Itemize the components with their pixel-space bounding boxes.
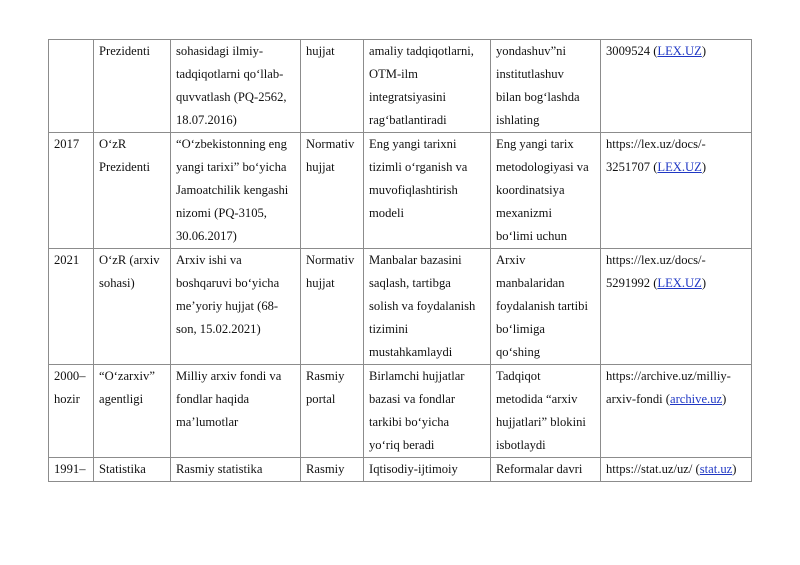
source-link[interactable]: stat.uz: [699, 462, 733, 476]
cell-source: [94, 40, 171, 133]
url-line: [606, 40, 747, 63]
url-prefix: 3009524 (: [606, 44, 658, 58]
url-suffix: ): [732, 462, 737, 476]
cell-line: tarkibi bo‘yicha: [369, 415, 450, 429]
cell-year: [49, 458, 94, 482]
cell-line: Normativ: [306, 137, 355, 151]
cell-line: bo‘limi uchun: [496, 229, 568, 243]
url-prefix: arxiv-fondi (: [606, 392, 670, 406]
cell-line: 2021: [54, 253, 80, 267]
cell-line: Tadqiqot: [496, 369, 541, 383]
cell-document: [171, 458, 301, 482]
table-row: [49, 249, 752, 365]
table-row: [49, 365, 752, 458]
cell-line: hujjat: [306, 160, 335, 174]
cell-line: O‘zR (arxiv: [99, 253, 160, 267]
cell-line: 18.07.2016): [176, 113, 237, 127]
cell-line: Iqtisodiy-ijtimoiy: [369, 462, 458, 476]
cell-line: hujjat: [306, 276, 335, 290]
cell-type: [301, 133, 364, 249]
cell-line: Normativ: [306, 253, 355, 267]
cell-year: [49, 249, 94, 365]
cell-line: rag‘batlantiradi: [369, 113, 447, 127]
cell-type: [301, 249, 364, 365]
cell-line: Rasmiy: [306, 369, 345, 383]
cell-line: metodologiyasi va: [496, 160, 589, 174]
cell-line: solish va foydalanish: [369, 299, 476, 313]
source-link[interactable]: LEX.UZ: [657, 276, 702, 290]
cell-line: qo‘shing: [496, 345, 541, 359]
cell-relevance: [491, 133, 601, 249]
cell-line: O‘zR: [99, 137, 127, 151]
cell-line: Reformalar davri: [496, 462, 583, 476]
cell-line: muvofiqlashtirish: [369, 183, 458, 197]
cell-line: yangi tarixi” bo‘yicha: [176, 160, 287, 174]
url-suffix: ): [701, 160, 707, 174]
cell-line: nizomi (PQ-3105,: [176, 206, 267, 220]
cell-source: [94, 133, 171, 249]
cell-line: Eng yangi tarixni: [369, 137, 457, 151]
cell-content: [364, 40, 491, 133]
cell-line: amaliy tadqiqotlarni,: [369, 44, 474, 58]
url-prefix: 5291992 (: [606, 276, 658, 290]
cell-year: [49, 133, 94, 249]
cell-line: 2000–: [54, 369, 86, 383]
cell-relevance: [491, 458, 601, 482]
url-text: https://lex.uz/docs/-: [606, 137, 706, 151]
cell-line: integratsiyasini: [369, 90, 446, 104]
cell-line: manbalaridan: [496, 276, 565, 290]
cell-line: 1991–: [54, 462, 86, 476]
url-text: https://lex.uz/docs/-: [606, 253, 706, 267]
cell-line: Prezidenti: [99, 160, 151, 174]
url-prefix: 3251707 (: [606, 160, 658, 174]
cell-line: Rasmiy statistika: [176, 462, 263, 476]
cell-line: son, 15.02.2021): [176, 322, 261, 336]
table-body: [49, 40, 752, 482]
cell-url: [601, 458, 752, 482]
cell-line: ma’lumotlar: [176, 415, 239, 429]
cell-url: [601, 40, 752, 133]
cell-line: tizimini: [369, 322, 409, 336]
source-link[interactable]: archive.uz: [670, 392, 723, 406]
url-line: [606, 458, 747, 481]
cell-line: tizimli o‘rganish va: [369, 160, 468, 174]
source-link[interactable]: LEX.UZ: [657, 44, 702, 58]
cell-line: yondashuv”ni: [496, 44, 566, 58]
cell-type: [301, 458, 364, 482]
url-line: [606, 156, 747, 179]
cell-line: Arxiv: [496, 253, 526, 267]
cell-type: [301, 365, 364, 458]
cell-line: bilan bog‘lashda: [496, 90, 580, 104]
cell-line: tadqiqotlarni qo‘llab-: [176, 67, 284, 81]
cell-line: Birlamchi hujjatlar: [369, 369, 465, 383]
cell-line: mexanizmi: [496, 206, 552, 220]
cell-line: OTM-ilm: [369, 67, 418, 81]
cell-line: mustahkamlaydi: [369, 345, 453, 359]
cell-relevance: [491, 40, 601, 133]
cell-document: [171, 249, 301, 365]
cell-source: [94, 458, 171, 482]
cell-line: modeli: [369, 206, 404, 220]
cell-url: [601, 249, 752, 365]
cell-line: isbotlaydi: [496, 438, 546, 452]
cell-line: hujjatlari” blokini: [496, 415, 586, 429]
cell-document: [171, 365, 301, 458]
url-text: https://archive.uz/milliy-: [606, 369, 731, 383]
document-table: [48, 39, 752, 482]
cell-line: “O‘zbekistonning eng: [176, 137, 287, 151]
cell-line: Eng yangi tarix: [496, 137, 574, 151]
cell-source: [94, 249, 171, 365]
cell-line: Statistika: [99, 462, 146, 476]
cell-content: [364, 249, 491, 365]
cell-line: portal: [306, 392, 336, 406]
cell-line: “O‘zarxiv”: [99, 369, 155, 383]
cell-line: 30.06.2017): [176, 229, 237, 243]
cell-line: hozir: [54, 392, 80, 406]
cell-line: sohasidagi ilmiy-: [176, 44, 264, 58]
cell-type: [301, 40, 364, 133]
cell-line: Arxiv ishi va: [176, 253, 242, 267]
cell-line: yo‘riq beradi: [369, 438, 435, 452]
cell-line: fondlar haqida: [176, 392, 250, 406]
cell-line: Manbalar bazasini: [369, 253, 462, 267]
cell-document: [171, 133, 301, 249]
table-row: [49, 40, 752, 133]
table-row: [49, 133, 752, 249]
url-line: [606, 388, 747, 411]
url-line: [606, 272, 747, 295]
url-prefix: https://stat.uz/uz/ (: [606, 462, 700, 476]
cell-line: bo‘limiga: [496, 322, 545, 336]
source-link[interactable]: LEX.UZ: [657, 160, 702, 174]
cell-source: [94, 365, 171, 458]
url-suffix: ): [722, 392, 727, 406]
cell-line: me’yoriy hujjat (68-: [176, 299, 279, 313]
cell-line: Milliy arxiv fondi va: [176, 369, 282, 383]
cell-year: [49, 40, 94, 133]
cell-relevance: [491, 365, 601, 458]
cell-document: [171, 40, 301, 133]
cell-relevance: [491, 249, 601, 365]
cell-line: koordinatsiya: [496, 183, 565, 197]
url-suffix: ): [701, 276, 707, 290]
cell-line: 2017: [54, 137, 80, 151]
cell-year: [49, 365, 94, 458]
cell-line: hujjat: [306, 44, 335, 58]
cell-url: [601, 365, 752, 458]
url-suffix: ): [701, 44, 707, 58]
cell-content: [364, 133, 491, 249]
cell-line: bazasi va fondlar: [369, 392, 456, 406]
cell-line: Prezidenti: [99, 44, 151, 58]
cell-line: foydalanish tartibi: [496, 299, 588, 313]
cell-content: [364, 365, 491, 458]
cell-line: saqlash, tartibga: [369, 276, 451, 290]
table-row: [49, 458, 752, 482]
cell-line: metodida “arxiv: [496, 392, 578, 406]
cell-line: sohasi): [99, 276, 135, 290]
cell-line: boshqaruvi bo‘yicha: [176, 276, 280, 290]
cell-url: [601, 133, 752, 249]
cell-line: agentligi: [99, 392, 144, 406]
cell-line: Jamoatchilik kengashi: [176, 183, 289, 197]
cell-line: ishlating: [496, 113, 540, 127]
cell-line: quvvatlash (PQ-2562,: [176, 90, 287, 104]
cell-line: institutlashuv: [496, 67, 564, 81]
cell-content: [364, 458, 491, 482]
cell-line: Rasmiy: [306, 462, 345, 476]
